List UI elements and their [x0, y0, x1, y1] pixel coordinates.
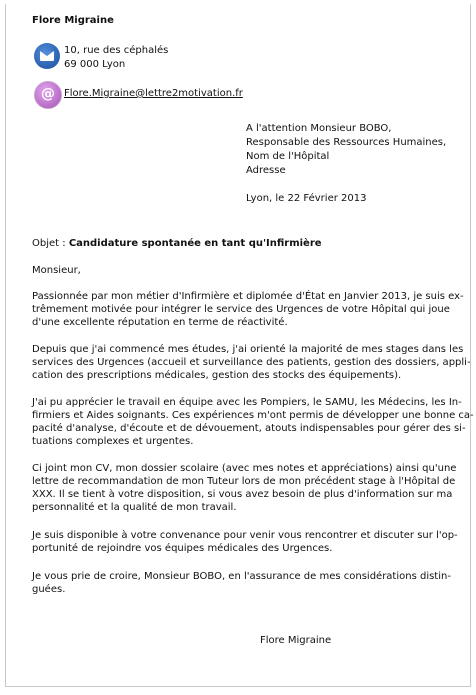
- recipient-line3: Nom de l'Hôpital: [246, 151, 330, 162]
- paragraph-line: services des Urgences (accueil et surveillance des patients, gestion des dossiers, appli-: [32, 357, 471, 368]
- signature: Flore Migraine: [260, 635, 332, 646]
- paragraph-line: Depuis que j'ai commencé mes études, j'ai orienté la majorité de mes stages dans les: [32, 344, 464, 355]
- recipient-line4: Adresse: [246, 165, 286, 176]
- paragraph-line: trêmement motivée pour intégrer le service des Urgences de votre Hôpital qui joue: [32, 304, 450, 315]
- paragraph-line: personnalité et la qualité de mon travail.: [32, 502, 237, 513]
- paragraph-5: [32, 529, 458, 555]
- paragraph-3: [32, 396, 474, 448]
- paragraph-6: [32, 570, 451, 596]
- paragraph-line: pacité d'analyse, d'écoute et de dévouement, atouts indispensables pour gérer des si-: [32, 423, 466, 434]
- paragraph-line: Passionnée par mon métier d'Infirmière et diplomée d'État en Janvier 2013, je suis ex-: [32, 291, 464, 302]
- paragraph-line: lettre de recommandation de mon Tuteur lors de mon précédent stage à l'Hôpital de: [32, 476, 456, 487]
- at-sign-icon: @: [34, 81, 62, 109]
- paragraph-line: portunité de rejoindre vos équipes médicales des Urgences.: [32, 543, 333, 554]
- envelope-icon: [34, 43, 60, 69]
- paragraph-4: [32, 462, 457, 514]
- paragraph-line: d'une excellente réputation en terme de réactivité.: [32, 317, 288, 328]
- letter-page: [5, 4, 474, 687]
- recipient-line1: A l'attention Monsieur BOBO,: [246, 123, 392, 134]
- paragraph-line: Je suis disponible à votre convenance pour venir vous rencontrer et discuter sur l'op-: [32, 530, 458, 541]
- sender-address-line2: 69 000 Lyon: [64, 59, 126, 70]
- sender-address-line1: 10, rue des céphalés: [64, 45, 169, 56]
- paragraph-line: Je vous prie de croire, Monsieur BOBO, en l'assurance de mes considérations distin-: [32, 571, 451, 582]
- paragraph-line: XXX. Il se tient à votre disposition, si vous avez besoin de plus d'information sur ma: [32, 489, 453, 500]
- paragraph-line: guées.: [32, 584, 66, 595]
- paragraph-1: [32, 290, 464, 329]
- salutation: Monsieur,: [32, 265, 81, 276]
- sender-name: Flore Migraine: [32, 15, 114, 26]
- paragraph-2: [32, 343, 471, 382]
- subject-line: [32, 237, 322, 250]
- paragraph-line: Ci joint mon CV, mon dossier scolaire (avec mes notes et appréciations) ainsi qu'une: [32, 463, 457, 474]
- paragraph-line: firmiers et Aides soignants. Ces expériences m'ont permis de développer une bonne ca-: [32, 410, 474, 421]
- sender-email-link[interactable]: Flore.Migraine@lettre2motivation.fr: [64, 88, 243, 99]
- letter-date: Lyon, le 22 Février 2013: [246, 193, 367, 204]
- paragraph-line: cation des prescriptions médicales, gestion des stocks des équipements).: [32, 370, 402, 381]
- paragraph-line: tuations complexes et urgentes.: [32, 436, 194, 447]
- recipient-line2: Responsable des Ressources Humaines,: [246, 137, 447, 148]
- subject-text: Candidature spontanée en tant qu'Infirmière: [68, 238, 322, 249]
- subject-label: Objet :: [32, 238, 66, 249]
- paragraph-line: J'ai pu apprécier le travail en équipe avec les Pompiers, le SAMU, les Médecins, les In-: [32, 397, 462, 408]
